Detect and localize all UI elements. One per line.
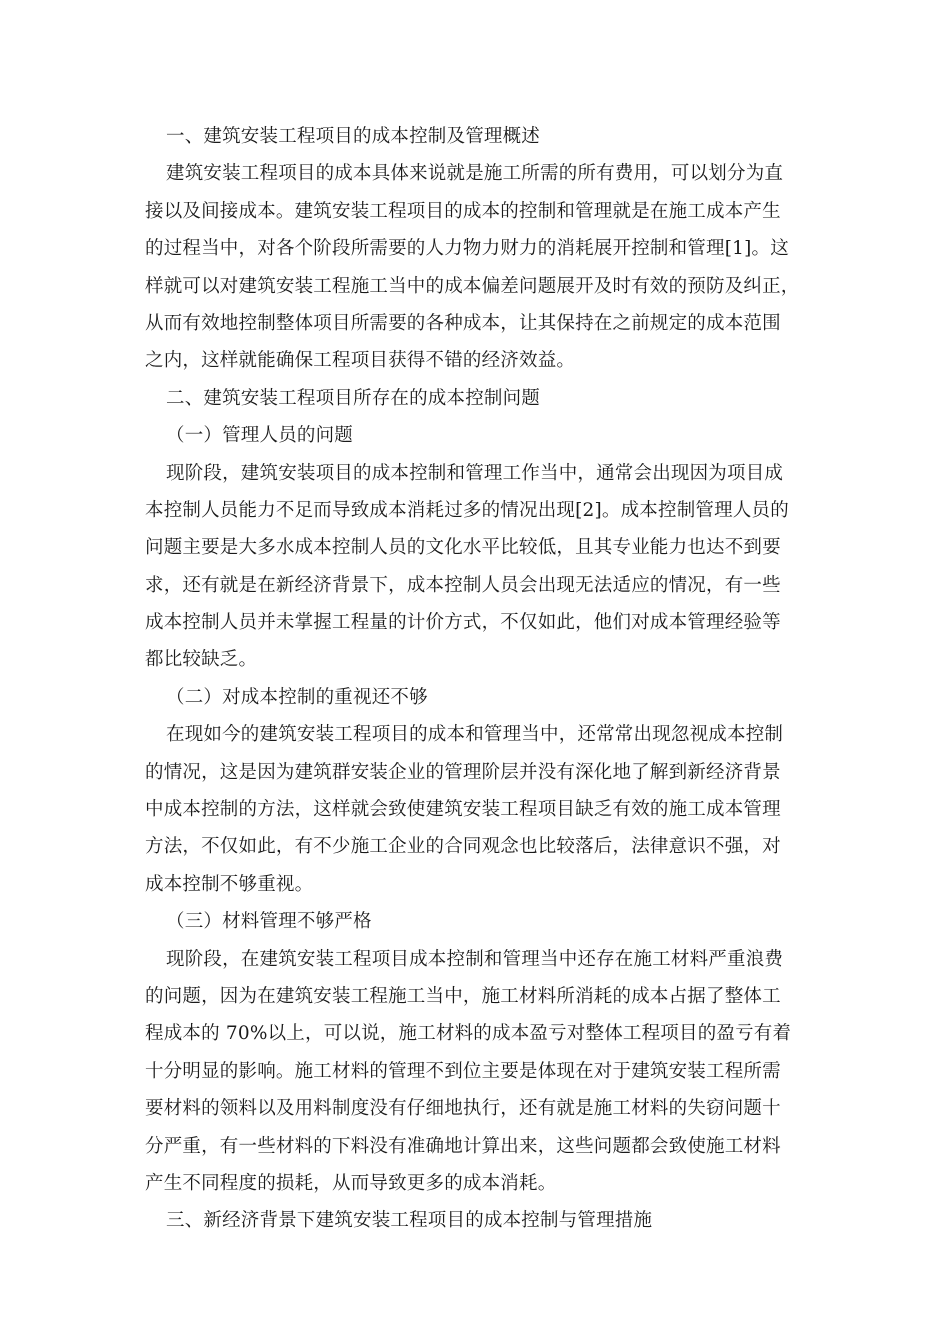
subsection-3-paragraph-line: 分严重，有一些材料的下料没有准确地计算出来，这些问题都会致使施工材料 [145, 1135, 781, 1157]
section-1-paragraph-line: 样就可以对建筑安装工程施工当中的成本偏差问题展开及时有效的预防及纠正， [145, 275, 800, 297]
section-1-paragraph-line: 的过程当中，对各个阶段所需要的人力物力财力的消耗展开控制和管理[1]。这 [145, 238, 789, 260]
section-1-paragraph-line: 接以及间接成本。建筑安装工程项目的成本的控制和管理就是在施工成本产生 [145, 200, 781, 222]
subsection-1-paragraph-line: 都比较缺乏。 [145, 649, 258, 671]
subsection-2-heading: （二）对成本控制的重视还不够 [166, 686, 428, 708]
subsection-1-paragraph-line: 求，还有就是在新经济背景下，成本控制人员会出现无法适应的情况，有一些 [145, 574, 781, 596]
subsection-1-paragraph-line: 现阶段，建筑安装项目的成本控制和管理工作当中，通常会出现因为项目成 [166, 462, 784, 484]
section-1-heading: 一、建筑安装工程项目的成本控制及管理概述 [166, 126, 541, 147]
subsection-3-paragraph-line: 的问题，因为在建筑安装工程施工当中，施工材料所消耗的成本占据了整体工 [145, 985, 781, 1007]
section-1-paragraph-line: 从而有效地控制整体项目所需要的各种成本，让其保持在之前规定的成本范围 [145, 312, 781, 334]
subsection-3-paragraph-line: 十分明显的影响。施工材料的管理不到位主要是体现在对于建筑安装工程所需 [145, 1060, 781, 1082]
subsection-3-heading: （三）材料管理不够严格 [166, 911, 372, 933]
subsection-3-paragraph-line: 产生不同程度的损耗，从而导致更多的成本消耗。 [145, 1172, 557, 1194]
section-3-heading: 三、新经济背景下建筑安装工程项目的成本控制与管理措施 [166, 1210, 653, 1232]
subsection-2-paragraph-line: 在现如今的建筑安装工程项目的成本和管理当中，还常常出现忽视成本控制 [166, 724, 784, 746]
subsection-2-paragraph-line: 的情况，这是因为建筑群安装企业的管理阶层并没有深化地了解到新经济背景 [145, 761, 781, 783]
subsection-2-paragraph-line: 中成本控制的方法，这样就会致使建筑安装工程项目缺乏有效的施工成本管理 [145, 799, 781, 821]
subsection-1-heading: （一）管理人员的问题 [166, 425, 354, 447]
subsection-3-paragraph-line: 要材料的领料以及用料制度没有仔细地执行，还有就是施工材料的失窃问题十 [145, 1098, 781, 1120]
subsection-2-paragraph-line: 方法，不仅如此，有不少施工企业的合同观念也比较落后，法律意识不强，对 [145, 836, 781, 858]
subsection-2-paragraph-line: 成本控制不够重视。 [145, 873, 314, 895]
subsection-1-paragraph-line: 成本控制人员并未掌握工程量的计价方式，不仅如此，他们对成本管理经验等 [145, 612, 781, 634]
section-1-paragraph-line: 之内，这样就能确保工程项目获得不错的经济效益。 [145, 350, 576, 372]
subsection-1-paragraph-line: 本控制人员能力不足而导致成本消耗过多的情况出现[2]。成本控制管理人员的 [145, 499, 789, 521]
subsection-3-paragraph-line: 现阶段，在建筑安装工程项目成本控制和管理当中还存在施工材料严重浪费 [166, 948, 784, 970]
section-1-paragraph-line: 建筑安装工程项目的成本具体来说就是施工所需的所有费用，可以划分为直 [166, 163, 784, 185]
section-2-heading: 二、建筑安装工程项目所存在的成本控制问题 [166, 387, 541, 409]
subsection-1-paragraph-line: 问题主要是大多水成本控制人员的文化水平比较低，且其专业能力也达不到要 [145, 537, 781, 559]
subsection-3-paragraph-line: 程成本的 70%以上，可以说，施工材料的成本盈亏对整体工程项目的盈亏有着 [145, 1023, 792, 1045]
document-page [145, 118, 807, 1240]
